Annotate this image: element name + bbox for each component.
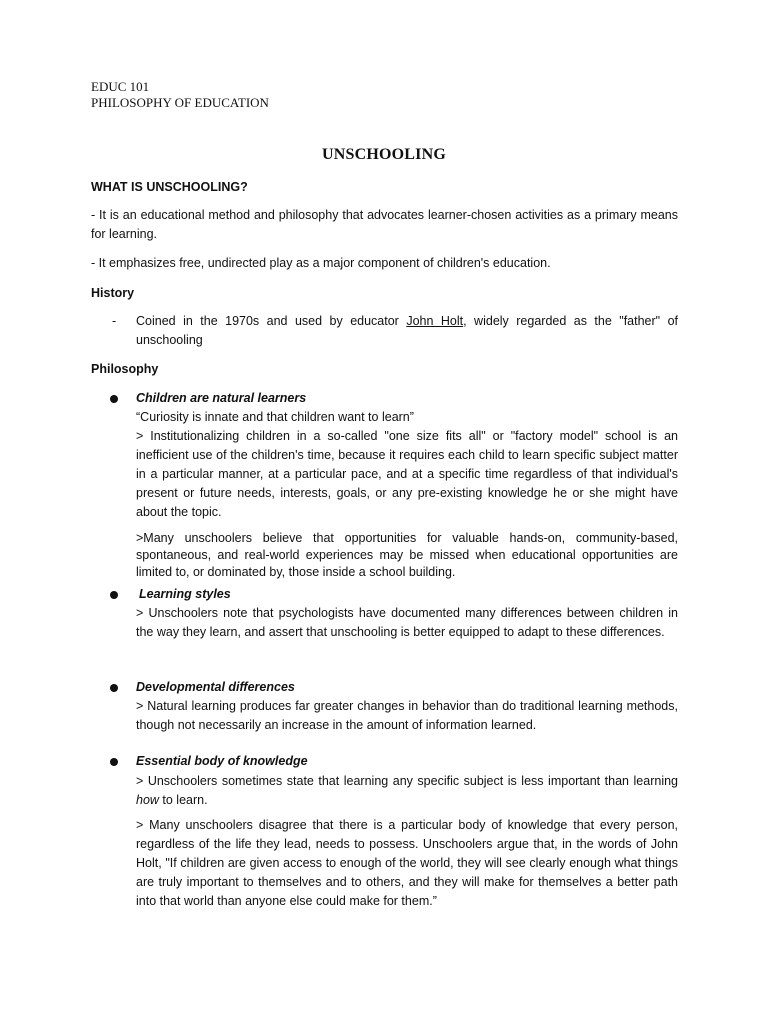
developmental-differences-paragraph: > Natural learning produces far greater changes in behavior than do traditional learning methods, though not necessarily an increase in the amount of information learned. [136,699,678,732]
what-is-heading: WHAT IS UNSCHOOLING? [91,180,248,194]
history-text [136,312,678,350]
bullet-icon [110,758,118,766]
natural-learners-paragraph-1: > Institutionalizing children in a so-called "one size fits all" or "factory model" school is an inefficient use of the children's time, because it requires each child to learn specific subject matter in a particular manner, at a particular pace, and at a specific time regardless of that individual's present or future needs, interests, goals, or any pre-existing knowledge he or she might have about the topic. [136,429,678,519]
learning-styles-title: Learning styles [139,587,231,601]
history-text-after: , widely regarded as the "father" of unschooling [136,314,678,347]
essential-p1-emphasis: how [136,793,159,807]
history-heading: History [91,286,135,300]
john-holt-link[interactable]: John Holt [406,314,464,328]
course-code: EDUC 101 [91,79,150,94]
essential-knowledge-paragraph-1 [136,772,678,810]
history-dash: - [112,314,117,328]
bullet-icon [110,395,118,403]
philosophy-heading: Philosophy [91,362,159,376]
course-subject: PHILOSOPHY OF EDUCATION [91,95,269,110]
essential-p1-after: to learn. [158,793,208,807]
history-text-before: Coined in the 1970s and used by educator [136,314,407,328]
natural-learners-paragraph-2: >Many unschoolers believe that opportunities for valuable hands-on, community-based, spontaneous, and real-world experiences may be missed when educational opportunities are limited to, or dominated by, those inside a school building. [136,531,678,579]
natural-learners-quote: “Curiosity is innate and that children want to learn” [136,410,414,424]
what-is-paragraph-2: - It emphasizes free, undirected play as a major component of children's education. [91,256,551,270]
bullet-icon [110,591,118,599]
essential-knowledge-title: Essential body of knowledge [136,754,308,768]
learning-styles-paragraph: > Unschoolers note that psychologists have documented many differences between children in the way they learn, and assert that unschooling is better equipped to adapt to these differences. [136,606,678,639]
bullet-icon [110,684,118,692]
essential-p1-before: > Unschoolers sometimes state that learning any specific subject is less important than learning [136,774,678,788]
essential-knowledge-paragraph-2: > Many unschoolers disagree that there is a particular body of knowledge that every person, regardless of the life they lead, needs to possess. Unschoolers argue that, in the words of John Holt, "If children are given access to enough of the world, they will see clearly enough what things are truly important to themselves and to others, and they will make for themselves a better path into that world than anyone else could make for them.” [136,818,678,908]
developmental-differences-title: Developmental differences [136,680,295,694]
natural-learners-title: Children are natural learners [136,391,307,405]
what-is-paragraph-1: - It is an educational method and philosophy that advocates learner-chosen activities as a primary means for learning. [91,208,678,241]
page-title: UNSCHOOLING [322,146,446,163]
